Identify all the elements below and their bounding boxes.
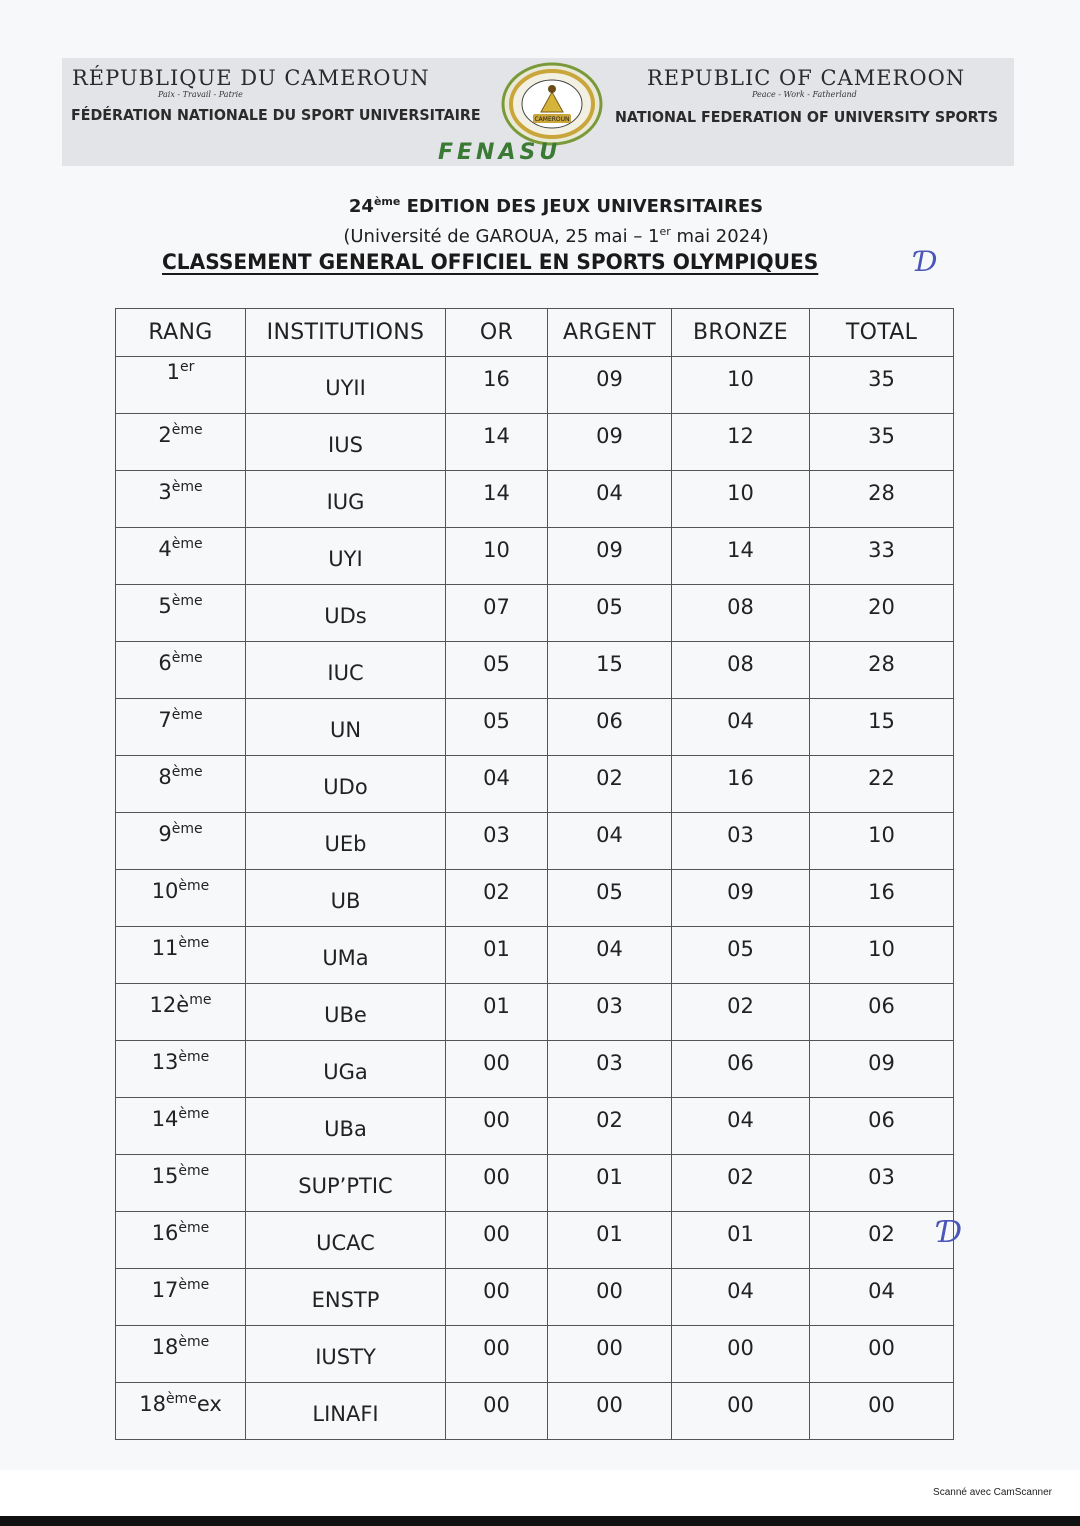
table-row [116,927,954,984]
institution-cell: SUP’PTIC [246,1155,446,1212]
column-header-institutions: INSTITUTIONS [246,309,446,357]
gold-cell: 00 [446,1155,548,1212]
gold-cell: 00 [446,1041,548,1098]
column-header-silver: ARGENT [548,309,672,357]
institution-cell: IUG [246,471,446,528]
total-cell: 06 [810,1098,954,1155]
silver-cell: 09 [548,528,672,585]
total-cell: 09 [810,1041,954,1098]
medal-standings-table [115,308,954,1440]
gold-cell: 04 [446,756,548,813]
rank-cell: 4ème [116,528,246,585]
institution-cell: UDo [246,756,446,813]
bronze-cell: 04 [672,1269,810,1326]
gold-cell: 00 [446,1212,548,1269]
scanner-footer [0,1470,1080,1516]
bottom-edge-bar [0,1516,1080,1526]
gold-cell: 00 [446,1383,548,1440]
silver-cell: 02 [548,756,672,813]
total-cell: 02 [810,1212,954,1269]
gold-cell: 00 [446,1098,548,1155]
document-heading [0,190,1080,250]
institution-cell: UYI [246,528,446,585]
institution-cell: UBa [246,1098,446,1155]
institution-cell: UYII [246,357,446,414]
silver-cell: 01 [548,1212,672,1269]
institution-cell: ENSTP [246,1269,446,1326]
rank-cell: 13ème [116,1041,246,1098]
rank-cell: $12è^{me}$ [116,984,246,1041]
total-cell: 22 [810,756,954,813]
rank-cell: 14ème [116,1098,246,1155]
silver-cell: 15 [548,642,672,699]
edition-line: 24ème EDITION DES JEUX UNIVERSITAIRES [348,195,764,217]
letterhead-fr-federation: FÉDÉRATION NATIONALE DU SPORT UNIVERSITAIRE [71,106,481,124]
venue-line: (Université de GAROUA, 25 mai – 1er mai 2024) [343,225,769,247]
rank-cell: 3ème [116,471,246,528]
column-header-bronze: BRONZE [672,309,810,357]
silver-cell: 03 [548,1041,672,1098]
institution-cell: UMa [246,927,446,984]
rank-cell: 9ème [116,813,246,870]
institution-cell: UB [246,870,446,927]
rank-cell: 18èmeex [116,1383,246,1440]
bronze-cell: 02 [672,1155,810,1212]
table-row [116,471,954,528]
gold-cell: 05 [446,642,548,699]
table-row [116,756,954,813]
table-row [116,1212,954,1269]
gold-cell: 14 [446,414,548,471]
silver-cell: 04 [548,813,672,870]
rank-cell: 10ème [116,870,246,927]
bronze-cell: 16 [672,756,810,813]
bronze-cell: 14 [672,528,810,585]
fenasu-emblem-icon [497,62,607,146]
letterhead [62,58,1014,166]
gold-cell: 16 [446,357,548,414]
institution-cell: IUS [246,414,446,471]
scanner-note: Scanné avec CamScanner [933,1487,1052,1498]
table-row [116,1041,954,1098]
silver-cell: 02 [548,1098,672,1155]
total-cell: 16 [810,870,954,927]
handwritten-initials-top: Ɗ [915,245,938,278]
rank-cell: 6ème [116,642,246,699]
silver-cell: 05 [548,585,672,642]
silver-cell: 00 [548,1326,672,1383]
table-row [116,1326,954,1383]
institution-cell: UBe [246,984,446,1041]
bronze-cell: 04 [672,1098,810,1155]
letterhead-en-federation: NATIONAL FEDERATION OF UNIVERSITY SPORTS [615,108,998,126]
letterhead-en-motto: Peace - Work - Fatherland [752,90,857,99]
institution-cell: IUC [246,642,446,699]
table-row [116,1383,954,1440]
gold-cell: 05 [446,699,548,756]
table-row [116,1269,954,1326]
gold-cell: 02 [446,870,548,927]
gold-cell: 10 [446,528,548,585]
institution-cell: UGa [246,1041,446,1098]
table-row [116,699,954,756]
rank-cell: 18ème [116,1326,246,1383]
rank-cell: 15ème [116,1155,246,1212]
letterhead-en-title: REPUBLIC OF CAMEROON [647,66,966,90]
total-cell: 35 [810,357,954,414]
total-cell: 06 [810,984,954,1041]
rank-cell: 1er [116,357,246,414]
table-row [116,642,954,699]
total-cell: 28 [810,642,954,699]
rank-cell: 11ème [116,927,246,984]
table-row [116,870,954,927]
bronze-cell: 10 [672,471,810,528]
silver-cell: 01 [548,1155,672,1212]
gold-cell: 14 [446,471,548,528]
rank-cell: 17ème [116,1269,246,1326]
silver-cell: 00 [548,1269,672,1326]
bronze-cell: 08 [672,642,810,699]
total-cell: 15 [810,699,954,756]
table-row [116,813,954,870]
bronze-cell: 06 [672,1041,810,1098]
silver-cell: 03 [548,984,672,1041]
bronze-cell: 12 [672,414,810,471]
gold-cell: 01 [446,927,548,984]
gold-cell: 00 [446,1326,548,1383]
gold-cell: 03 [446,813,548,870]
rank-cell: 16ème [116,1212,246,1269]
table-row [116,1155,954,1212]
bronze-cell: 09 [672,870,810,927]
bronze-cell: 00 [672,1326,810,1383]
bronze-cell: 10 [672,357,810,414]
rank-cell: 7ème [116,699,246,756]
total-cell: 10 [810,927,954,984]
silver-cell: 04 [548,471,672,528]
column-header-total: TOTAL [810,309,954,357]
bronze-cell: 04 [672,699,810,756]
letterhead-fr-motto: Paix - Travail - Patrie [158,90,243,99]
rank-cell: 5ème [116,585,246,642]
rank-cell: 2ème [116,414,246,471]
institution-cell: UCAC [246,1212,446,1269]
total-cell: 28 [810,471,954,528]
gold-cell: 07 [446,585,548,642]
total-cell: 00 [810,1383,954,1440]
institution-cell: IUSTY [246,1326,446,1383]
total-cell: 10 [810,813,954,870]
table-row [116,585,954,642]
total-cell: 03 [810,1155,954,1212]
letterhead-fr-title: RÉPUBLIQUE DU CAMEROUN [72,66,430,90]
total-cell: 00 [810,1326,954,1383]
bronze-cell: 02 [672,984,810,1041]
fenasu-logotype: FENASU [438,140,562,165]
bronze-cell: 05 [672,927,810,984]
institution-cell: UEb [246,813,446,870]
silver-cell: 04 [548,927,672,984]
bronze-cell: 01 [672,1212,810,1269]
emblem-label: CAMEROUN [534,116,570,123]
table-row [116,414,954,471]
column-header-gold: OR [446,309,548,357]
institution-cell: UN [246,699,446,756]
bronze-cell: 03 [672,813,810,870]
gold-cell: 01 [446,984,548,1041]
table-row [116,984,954,1041]
silver-cell: 09 [548,357,672,414]
institution-cell: LINAFI [246,1383,446,1440]
bronze-cell: 08 [672,585,810,642]
bronze-cell: 00 [672,1383,810,1440]
table-row [116,357,954,414]
table-row [116,528,954,585]
total-cell: 20 [810,585,954,642]
total-cell: 35 [810,414,954,471]
handwritten-initials-bottom: Ɗ [938,1215,963,1250]
table-header-row [116,309,954,357]
table-row [116,1098,954,1155]
gold-cell: 00 [446,1269,548,1326]
silver-cell: 09 [548,414,672,471]
total-cell: 33 [810,528,954,585]
silver-cell: 05 [548,870,672,927]
institution-cell: UDs [246,585,446,642]
rank-cell: 8ème [116,756,246,813]
column-header-rank: RANG [116,309,246,357]
page-title: CLASSEMENT GENERAL OFFICIEL EN SPORTS OLYMPIQUES [162,250,819,274]
total-cell: 04 [810,1269,954,1326]
silver-cell: 06 [548,699,672,756]
silver-cell: 00 [548,1383,672,1440]
